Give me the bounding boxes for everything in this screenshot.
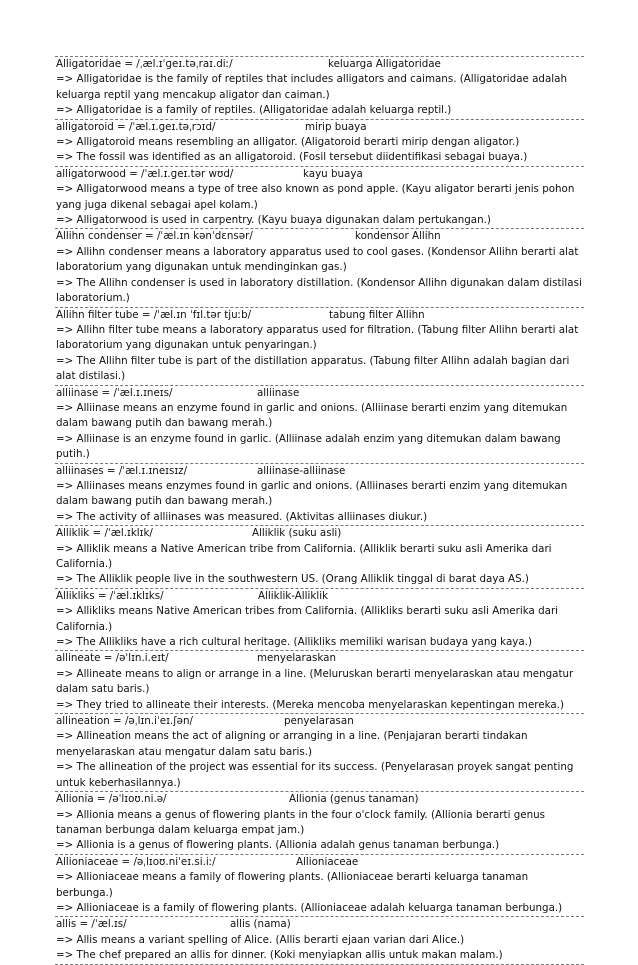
translation: alliinase — [257, 386, 300, 399]
example-line: => The Alliklik people live in the southwestern US. (Orang Alliklik tinggal di barat daya AS.) — [56, 573, 529, 586]
example-line: => Allikliks means Native American tribes from California. (Allikliks berarti suku asli Amerika dari California.) — [56, 605, 559, 633]
dictionary-entry — [55, 56, 584, 119]
dictionary-entry — [55, 307, 584, 385]
translation: allis (nama) — [230, 918, 291, 931]
dictionary-entry — [55, 228, 584, 306]
example-line: => Allineation means the act of aligning or arranging in a line. (Penjajaran berarti tindakan menyelaraskan atau mengatur dalam satu baris.) — [56, 730, 528, 758]
dictionary-page — [55, 56, 584, 965]
dictionary-entry — [55, 713, 584, 791]
entry-header — [56, 917, 584, 932]
entry-header — [56, 714, 584, 729]
dictionary-entry — [55, 119, 584, 166]
headword-pronunciation: allis = /ˈæl.ɪs/ — [56, 918, 127, 931]
dictionary-entry — [55, 525, 584, 588]
dictionary-entry — [55, 916, 584, 964]
headword-pronunciation: alliinases = /ˈæl.ɪ.ɪneɪsɪz/ — [56, 464, 188, 477]
headword-pronunciation: alligatoroid = /ˈæl.ɪ.ɡeɪ.təˌrɔɪd/ — [56, 120, 216, 133]
dictionary-entry — [55, 650, 584, 713]
headword-pronunciation: Allionia = /əˈlɪoʊ.ni.ə/ — [56, 793, 167, 806]
example-line: => Alligatorwood means a type of tree also known as pond apple. (Kayu aligator berarti jenis pohon yang juga dikenal sebagai apel kolam.) — [56, 183, 575, 211]
translation: tabung filter Allihn — [329, 308, 425, 321]
headword-pronunciation: Alligatoridae = /ˌæl.ɪˈɡeɪ.təˌraɪ.diː/ — [56, 58, 233, 70]
headword-pronunciation: Allikliks = /ˈæl.ɪklɪks/ — [56, 589, 164, 602]
entry-header — [56, 229, 584, 244]
headword-pronunciation: Allihn condenser = /ˈæl.ɪn kənˈdɛnsər/ — [56, 230, 253, 243]
example-line: => They tried to allineate their interests. (Mereka mencoba menyelaraskan kepentingan mereka.) — [56, 698, 565, 711]
example-line: => The activity of alliinases was measured. (Aktivitas alliinases diukur.) — [56, 510, 428, 523]
example-line: => Alligatorwood is used in carpentry. (Kayu buaya digunakan dalam pertukangan.) — [56, 214, 491, 227]
translation: keluarga Alligatoridae — [328, 58, 441, 70]
example-line: => Alligatoridae is the family of reptiles that includes alligators and caimans. (Alligatoridae adalah keluarga reptil yang mencakup aligator dan caiman.) — [56, 73, 567, 101]
headword-pronunciation: Allioniaceae = /əˌlɪoʊ.niˈeɪ.si.iː/ — [56, 855, 216, 868]
entry-header — [56, 57, 584, 72]
headword-pronunciation: Alliklik = /ˈæl.ɪklɪk/ — [56, 527, 153, 540]
example-line: => Alligatoridae is a family of reptiles. (Alligatoridae adalah keluarga reptil.) — [56, 104, 452, 117]
example-line: => Allioniaceae means a family of flowering plants. (Allioniaceae berarti keluarga tanaman berbunga.) — [56, 871, 529, 899]
example-line: => Alliinase means an enzyme found in garlic and onions. (Alliinase berarti enzim yang ditemukan dalam bawang putih dan bawang merah.) — [56, 401, 568, 430]
entry-header — [56, 120, 584, 135]
dictionary-entry — [55, 385, 584, 463]
example-line: => Allis means a variant spelling of Alice. (Allis berarti ejaan varian dari Alice.) — [56, 933, 465, 946]
example-line: => The fossil was identified as an alligatoroid. (Fosil tersebut diidentifikasi sebagai buaya.) — [56, 151, 528, 164]
translation: alliinase-alliinase — [257, 464, 346, 477]
dictionary-entry — [55, 166, 584, 229]
example-line: => The allineation of the project was essential for its success. (Penyelarasan proyek sangat penting untuk keberhasilannya.) — [56, 761, 574, 789]
example-line: => The Allikliks have a rich cultural heritage. (Allikliks memiliki warisan budaya yang kaya.) — [56, 636, 532, 649]
headword-pronunciation: alliinase = /ˈæl.ɪ.ɪneɪs/ — [56, 386, 173, 399]
example-line: => The Allihn condenser is used in laboratory distillation. (Kondensor Allihn digunakan dalam distilasi laboratorium.) — [56, 276, 582, 305]
translation: Alliklik (suku asli) — [252, 527, 342, 540]
example-line: => Allionia is a genus of flowering plants. (Allionia adalah genus tanaman berbunga.) — [56, 839, 500, 852]
dictionary-entry — [55, 588, 584, 651]
example-line: => Allihn filter tube means a laboratory apparatus used for filtration. (Tabung filter Allihn berarti alat laboratorium yang digunakan untuk penyaringan.) — [56, 323, 579, 352]
headword-pronunciation: alligatorwood = /ˈæl.ɪ.ɡeɪ.tər wʊd/ — [56, 167, 234, 180]
entry-header — [56, 386, 584, 401]
translation: penyelarasan — [284, 715, 354, 728]
translation: mirip buaya — [305, 120, 367, 133]
entry-header — [56, 464, 584, 479]
entry-header — [56, 167, 584, 182]
example-line: => Alligatoroid means resembling an alligator. (Aligatoroid berarti mirip dengan aligator.) — [56, 136, 520, 149]
headword-pronunciation: Allihn filter tube = /ˈæl.ɪn ˈfɪl.tər tjuːb/ — [56, 308, 252, 321]
example-line: => Allihn condenser means a laboratory apparatus used to cool gases. (Kondensor Allihn berarti alat laboratorium yang digunakan untuk mendinginkan gas.) — [56, 245, 579, 274]
example-line: => Alliinase is an enzyme found in garlic. (Alliinase adalah enzim yang ditemukan dalam bawang putih.) — [56, 432, 561, 461]
dictionary-entry — [55, 791, 584, 854]
example-line: => The Allihn filter tube is part of the distillation apparatus. (Tabung filter Allihn adalah bagian dari alat distilasi.) — [56, 354, 570, 383]
translation: menyelaraskan — [257, 652, 337, 665]
translation: kayu buaya — [303, 167, 363, 180]
translation: Alliklik-Alliklik — [258, 589, 329, 602]
entry-header — [56, 589, 584, 604]
example-line: => The chef prepared an allis for dinner. (Koki menyiapkan allis untuk makan malam.) — [56, 949, 503, 962]
entry-header — [56, 792, 584, 807]
example-line: => Alliinases means enzymes found in garlic and onions. (Alliinases berarti enzim yang ditemukan dalam bawang putih dan bawang merah.) — [56, 479, 568, 508]
headword-pronunciation: allineation = /əˌlɪn.iˈeɪ.ʃən/ — [56, 715, 193, 728]
example-line: => Alliklik means a Native American tribe from California. (Alliklik berarti suku asli Amerika dari California.) — [56, 542, 552, 570]
translation: kondensor Allihn — [355, 230, 441, 243]
entry-header — [56, 308, 584, 323]
entry-header — [56, 526, 584, 541]
entry-header — [56, 651, 584, 666]
translation: Allioniaceae — [296, 855, 359, 868]
headword-pronunciation: allineate = /əˈlɪn.i.eɪt/ — [56, 652, 169, 665]
dictionary-entry — [55, 854, 584, 917]
example-line: => Allioniaceae is a family of flowering plants. (Allioniaceae adalah keluarga tanaman berbunga.) — [56, 901, 563, 914]
translation: Allionia (genus tanaman) — [289, 793, 419, 806]
entry-header — [56, 855, 584, 870]
example-line: => Allionia means a genus of flowering plants in the four o'clock family. (Allionia berarti genus tanaman berbunga dalam keluarga empat jam.) — [56, 808, 546, 836]
dictionary-entry — [55, 463, 584, 526]
example-line: => Allineate means to align or arrange in a line. (Meluruskan berarti menyelaraskan atau mengatur dalam satu baris.) — [56, 667, 574, 696]
